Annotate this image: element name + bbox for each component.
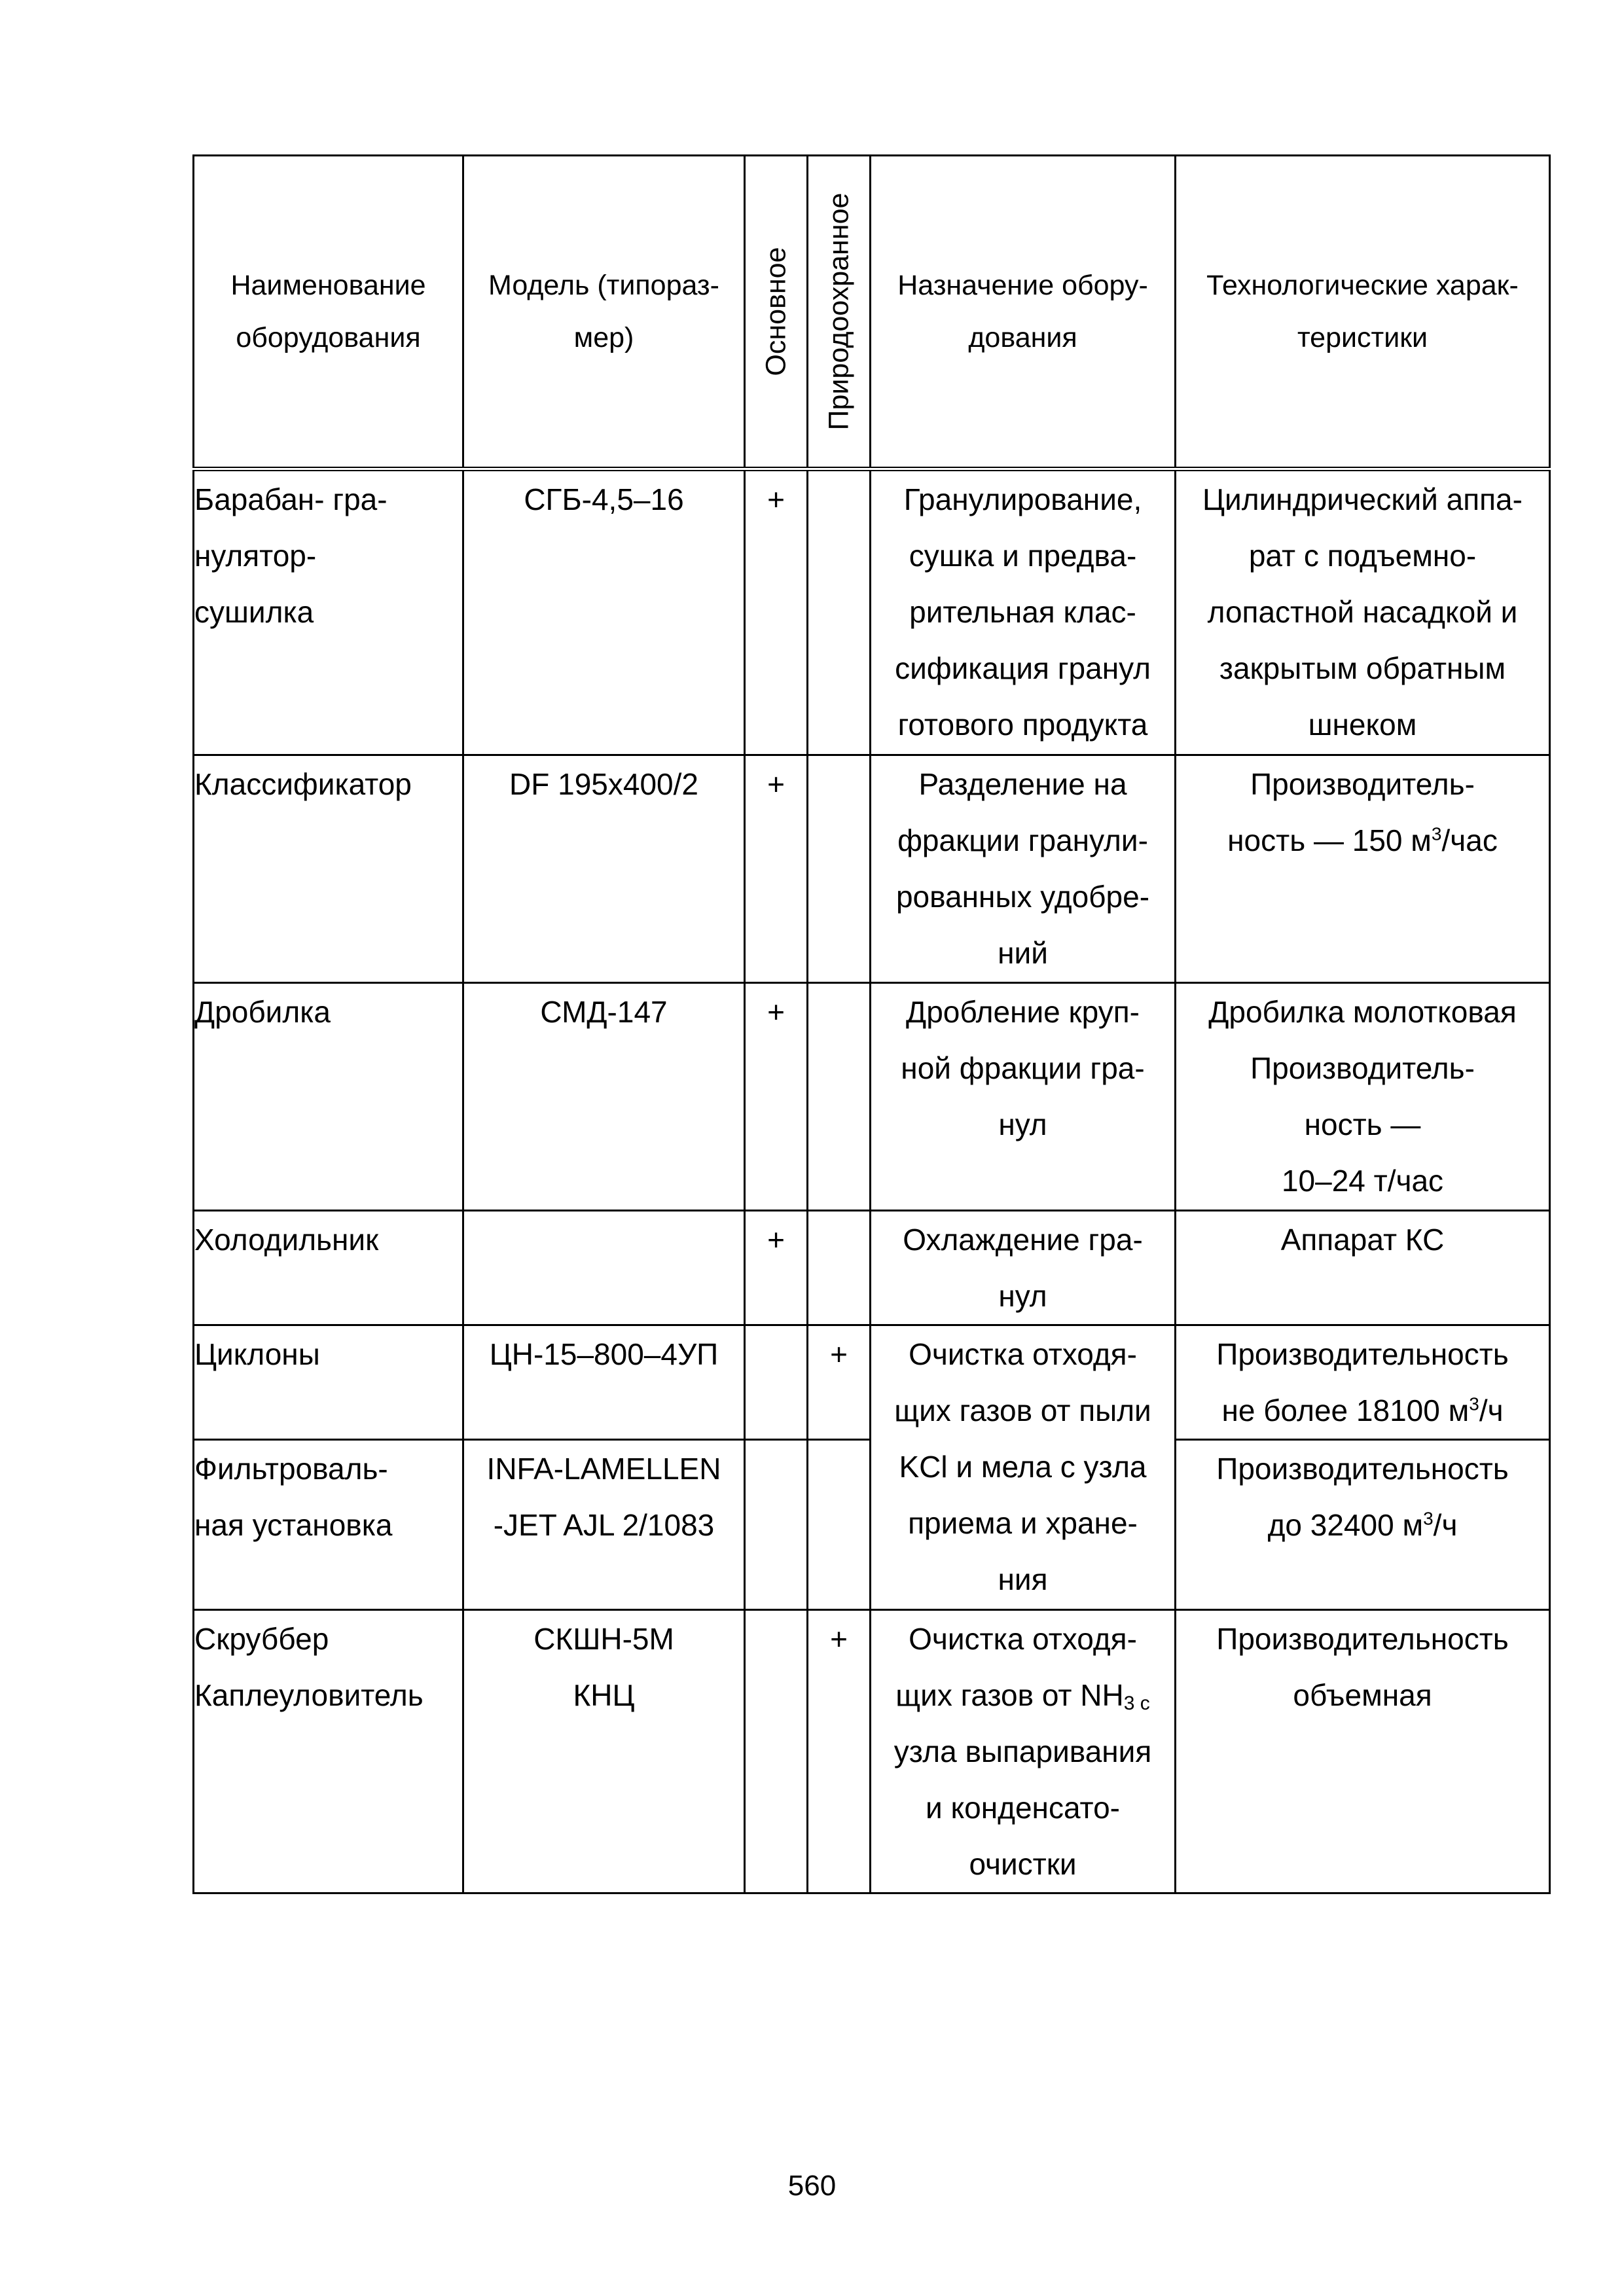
cell-model: СКШН-5М КНЦ — [463, 1610, 745, 1893]
cell-env: + — [808, 1325, 871, 1440]
header-tech: Технологические харак- теристики — [1176, 156, 1550, 469]
tech-text: Производительность до 32400 м — [1216, 1452, 1509, 1542]
cell-tech: Аппарат КС — [1176, 1211, 1550, 1325]
equipment-table — [192, 154, 1551, 1894]
cell-env — [808, 1440, 871, 1610]
table-row — [194, 755, 1550, 983]
header-name: Наименование оборудования — [194, 156, 463, 469]
tech-unit: /ч — [1479, 1393, 1504, 1427]
cell-main: + — [745, 755, 808, 983]
tech-unit: /ч — [1433, 1508, 1458, 1542]
cell-main — [745, 1325, 808, 1440]
page-number: 560 — [787, 2170, 837, 2202]
cell-model: ЦН-15–800–4УП — [463, 1325, 745, 1440]
cell-model: INFA-LAMELLEN -JET AJL 2/1083 — [463, 1440, 745, 1610]
cell-tech: Дробилка молотковая Производитель- ность — 10–24 т/час — [1176, 983, 1550, 1211]
cell-name: Барабан- гра- нулятор- сушилка — [194, 469, 463, 755]
header-purpose: Назначение обору- дования — [871, 156, 1176, 469]
table-row — [194, 1325, 1550, 1440]
cell-model: DF 195x400/2 — [463, 755, 745, 983]
table-row — [194, 469, 1550, 755]
header-model: Модель (типораз- мер) — [463, 156, 745, 469]
cell-env: + — [808, 1610, 871, 1893]
cell-env — [808, 983, 871, 1211]
header-env — [808, 156, 871, 469]
cell-name: Циклоны — [194, 1325, 463, 1440]
cell-tech: Цилиндрический аппа- рат с подъемно- лопастной насадкой и закрытым обратным шнеком — [1176, 469, 1550, 755]
cell-main: + — [745, 983, 808, 1211]
cell-tech: Производительность объемная — [1176, 1610, 1550, 1893]
cell-main — [745, 1440, 808, 1610]
cell-tech — [1176, 1325, 1550, 1440]
cell-main: + — [745, 1211, 808, 1325]
purpose-text-tail: узла выпаривания и конденсато- очистки — [893, 1734, 1152, 1881]
header-main — [745, 156, 808, 469]
cell-name: Классификатор — [194, 755, 463, 983]
cell-purpose: Дробление круп- ной фракции гра- нул — [871, 983, 1176, 1211]
cell-purpose: Охлаждение гра- нул — [871, 1211, 1176, 1325]
cell-name: Фильтроваль- ная установка — [194, 1440, 463, 1610]
cell-purpose — [871, 1610, 1176, 1893]
table-header-row — [194, 156, 1550, 469]
table-row — [194, 1610, 1550, 1893]
cell-purpose: Разделение на фракции гранули- рованных удобре- ний — [871, 755, 1176, 983]
header-env-label: Природоохранное — [823, 192, 854, 431]
cell-tech — [1176, 1440, 1550, 1610]
cell-name: Дробилка — [194, 983, 463, 1211]
cell-main — [745, 1610, 808, 1893]
superscript: 3 — [1423, 1508, 1434, 1529]
subscript: 3 с — [1123, 1693, 1150, 1714]
tech-unit: /час — [1441, 823, 1498, 857]
cell-env — [808, 469, 871, 755]
cell-tech — [1176, 755, 1550, 983]
cell-name: Скруббер Каплеуловитель — [194, 1610, 463, 1893]
cell-env — [808, 755, 871, 983]
cell-env — [808, 1211, 871, 1325]
tech-text: Производительность не более 18100 м — [1216, 1337, 1509, 1427]
cell-model: СМД-147 — [463, 983, 745, 1211]
purpose-text: Очистка отходя- щих газов от NH — [895, 1622, 1137, 1712]
header-main-label: Основное — [760, 247, 791, 376]
superscript: 3 — [1431, 823, 1442, 844]
table-row — [194, 1211, 1550, 1325]
cell-name: Холодильник — [194, 1211, 463, 1325]
cell-model: СГБ-4,5–16 — [463, 469, 745, 755]
cell-purpose: Гранулирование, сушка и предва- рительная клас- сификация гранул готового продукта — [871, 469, 1176, 755]
tech-text: Производитель- ность — 150 м — [1227, 767, 1475, 857]
superscript: 3 — [1469, 1393, 1479, 1414]
cell-model — [463, 1211, 745, 1325]
cell-main: + — [745, 469, 808, 755]
cell-purpose: Очистка отходя- щих газов от пыли KCl и мела с узла приема и хране- ния — [871, 1325, 1176, 1610]
table-row — [194, 983, 1550, 1211]
